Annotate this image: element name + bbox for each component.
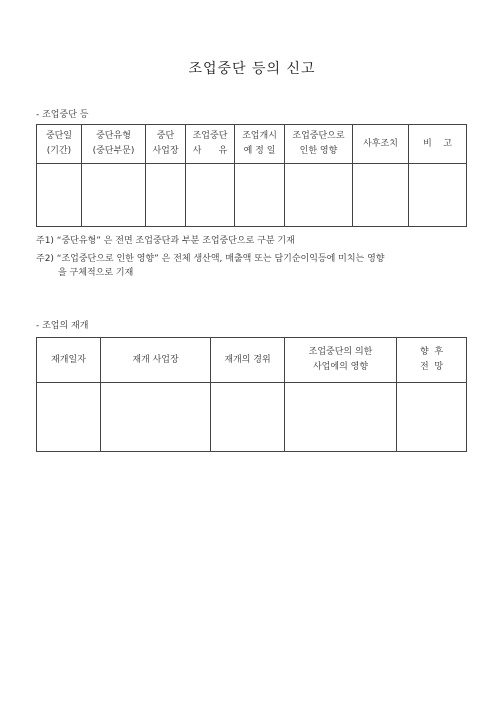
cell-outlook[interactable]: [397, 383, 467, 452]
note-2: [36, 252, 476, 280]
cell-remarks[interactable]: [409, 164, 467, 227]
cell-resume-site[interactable]: [101, 383, 211, 452]
note-2-line-2: 을 구체적으로 기재: [58, 268, 134, 278]
cell-impact[interactable]: [285, 164, 353, 227]
table-header-row: [37, 125, 467, 164]
header-outlook: 향 후 전 망: [397, 338, 467, 383]
cell-business-impact[interactable]: [285, 383, 397, 452]
cell-suspension-type[interactable]: [82, 164, 146, 227]
cell-resume-date[interactable]: [235, 164, 285, 227]
resumption-table: [36, 337, 467, 452]
document-title: 조업중단 등의 신고: [188, 61, 316, 77]
cell-follow-up[interactable]: [353, 164, 409, 227]
header-suspended-site: 중단 사업장: [146, 125, 186, 164]
cell-suspended-site[interactable]: [146, 164, 186, 227]
table-header-row: [37, 338, 467, 383]
header-impact: 조업중단으로 인한 영향: [285, 125, 353, 164]
header-remarks: 비 고: [409, 125, 467, 164]
header-suspension-reason: 조업중단 사 유: [186, 125, 235, 164]
table-row: [37, 383, 467, 452]
cell-resume-background[interactable]: [211, 383, 285, 452]
table-row: [37, 164, 467, 227]
header-suspension-type: 중단유형 (중단부문): [82, 125, 146, 164]
section-label-suspension: - 조업중단 등: [36, 110, 89, 120]
section-label-resumption: - 조업의 재개: [36, 321, 89, 331]
header-resume-date: 조업개시 예 정 일: [235, 125, 285, 164]
header-resume-site: 재개 사업장: [101, 338, 211, 383]
header-resume-date: 재개일자: [37, 338, 101, 383]
header-suspension-date: 중단일 (기간): [37, 125, 82, 164]
header-resume-background: 재개의 경위: [211, 338, 285, 383]
header-follow-up: 사후조치: [353, 125, 409, 164]
cell-suspension-reason[interactable]: [186, 164, 235, 227]
cell-resume-date[interactable]: [37, 383, 101, 452]
note-2-line-1: 주2) “조업중단으로 인한 영향” 은 전체 생산액, 매출액 또는 담기순이익등에 미치는 영향: [36, 254, 385, 264]
header-business-impact: 조업중단의 의한 사업에의 영향: [285, 338, 397, 383]
cell-suspension-date[interactable]: [37, 164, 82, 227]
note-1: 주1) “중단유형” 은 전면 조업중단과 부분 조업중단으로 구분 기재: [36, 236, 295, 246]
suspension-table: [36, 124, 467, 227]
